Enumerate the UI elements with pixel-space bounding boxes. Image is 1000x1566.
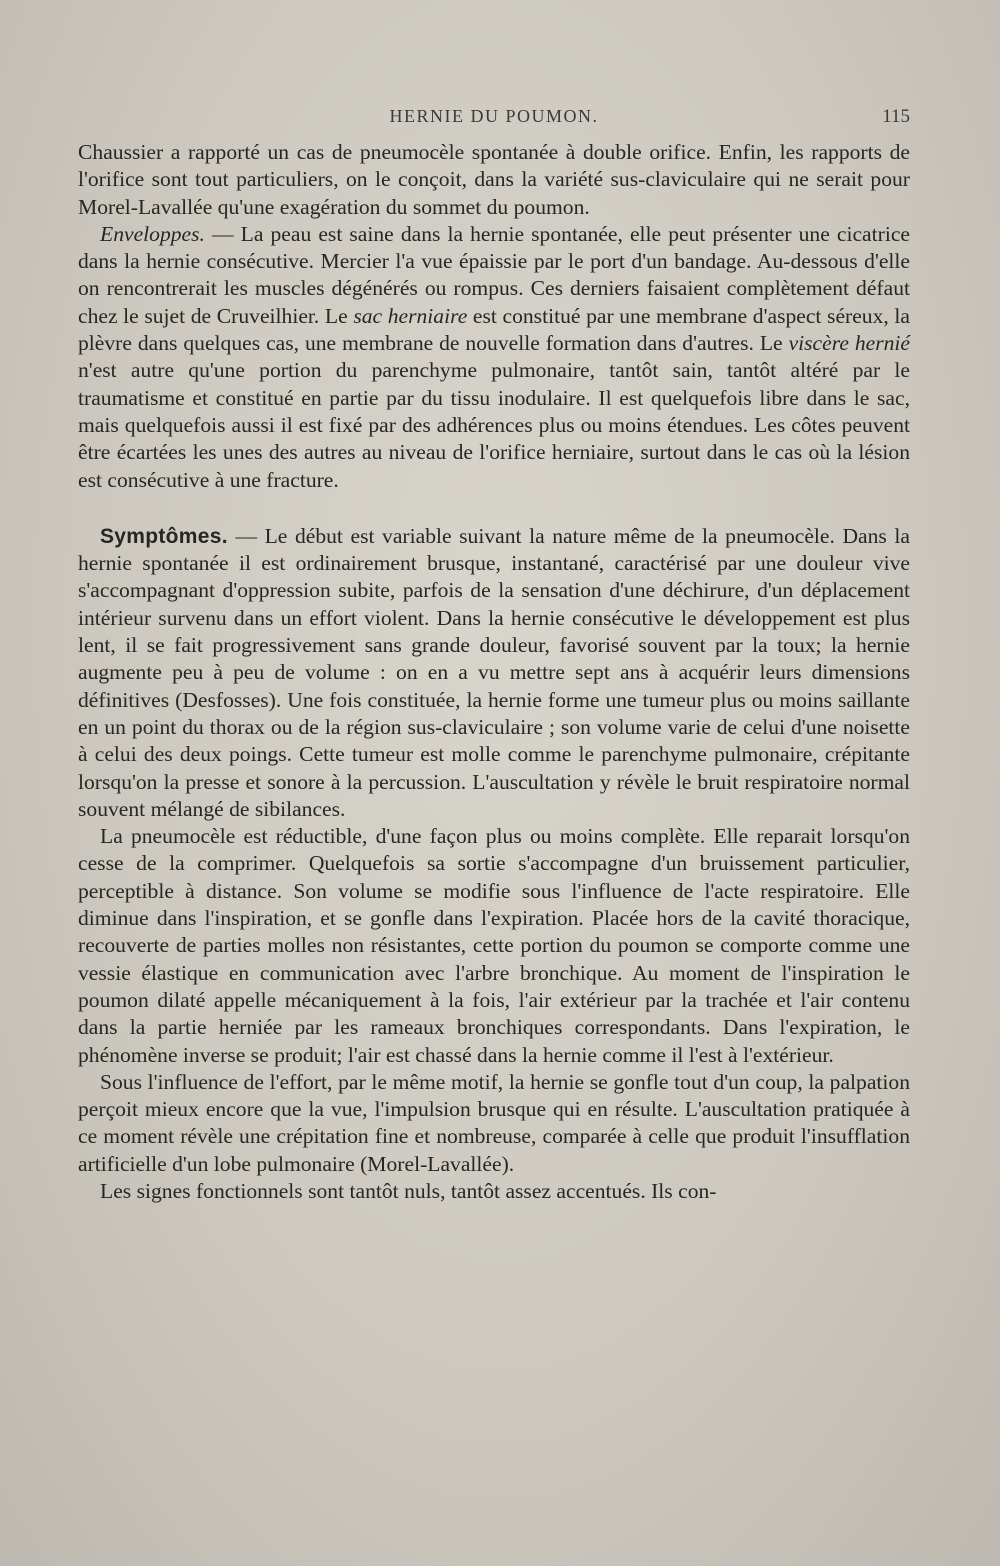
enveloppes-text-b: est constitué par une membrane d'aspect séreux, la plèvre dans quelques cas, une membrane de nouvelle formation dans d'autres. Le (78, 303, 911, 356)
paragraph-symptomes (78, 523, 910, 823)
sac-herniaire-term: sac herniaire (353, 303, 468, 328)
paragraph-signes-fonctionnels: Les signes fonctionnels sont tantôt nuls, tantôt assez accentués. Ils con- (100, 1178, 717, 1203)
symptomes-text: — Le début est variable suivant la nature même de la pneumocèle. Dans la hernie spontanée il est ordinairement brusque, instantané, caractérisé par une douleur vive s'accompagnant d'oppression subite, parfois de la sensation d'une déchirure, d'un déplacement intérieur survenu dans un effort violent. Dans la hernie consécutive le développement est plus lent, il se fait progressivement sans grande douleur, favorisé souvent par la toux; la hernie augmente peu à peu de volume : on en a vu mettre sept ans à acquérir leurs dimensions définitives (Desfosses). Une fois constituée, la hernie forme une tumeur plus ou moins saillante en un point du thorax ou de la région sus-claviculaire ; son volume varie de celui d'une noisette à celui des deux poings. Cette tumeur est molle comme le parenchyme pulmonaire, crépitante lorsqu'on la presse et sonore à la percussion. L'auscultation y révèle le bruit respiratoire normal souvent mélangé de sibilances. (78, 523, 910, 821)
body-text (78, 139, 910, 1205)
enveloppes-text-a: — La peau est saine dans la hernie spontanée, elle peut présenter une cicatrice dans la hernie consécutive. Mercier l'a vue épaissie par le port d'un bandage. Au-dessous d'elle on rencontrerait les muscles dégénérés ou rompus. Ces derniers faisaient complètement défaut chez le sujet de Cruveilhier. Le (78, 221, 910, 328)
paragraph-reductible: La pneumocèle est réductible, d'une façon plus ou moins complète. Elle reparait lorsqu'on cesse de la comprimer. Quelquefois sa sortie s'accompagne d'un bruissement particulier, perceptible à distance. Son volume se modifie sous l'influence de l'acte respiratoire. Elle diminue dans l'inspiration, et se gonfle dans l'expiration. Placée hors de la cavité thoracique, recouverte de parties molles non résistantes, cette portion du poumon se comporte comme une vessie élastique en communication avec l'arbre bronchique. Au moment de l'inspiration le poumon dilaté appelle mécaniquement à la fois, l'air extérieur par la trachée et l'air contenu dans la partie herniée par les rameaux bronchiques correspondants. Dans l'expiration, le phénomène inverse se produit; l'air est chassé dans la hernie comme il l'est à l'extérieur. (78, 824, 910, 1067)
page-header (78, 104, 910, 134)
running-head: HERNIE DU POUMON. (389, 106, 599, 126)
viscere-hernie-term: viscère hernié (788, 331, 910, 356)
paragraph-enveloppes (78, 221, 910, 494)
paragraph-effort: Sous l'influence de l'effort, par le même motif, la hernie se gonfle tout d'un coup, la palpation perçoit mieux encore que la vue, l'impulsion brusque qui en résulte. L'auscultation pratiquée à ce moment révèle une crépitation fine et nombreuse, comparée à celle que produit l'insufflation artificielle d'un lobe pulmonaire (Morel-Lavallée). (78, 1069, 910, 1176)
page-number: 115 (882, 106, 910, 127)
enveloppes-label: Enveloppes. (100, 221, 205, 246)
enveloppes-text-c: n'est autre qu'une portion du parenchyme pulmonaire, tantôt sain, tantôt altéré par le traumatisme et constitué en partie par du tissu inodulaire. Il est quelquefois libre dans le sac, mais quelquefois aussi il est fixé par des adhérences plus ou moins étendues. Les côtes peuvent être écartées les unes des autres au niveau de l'orifice herniaire, surtout dans le cas où la lésion est consécutive à une fracture. (78, 358, 910, 492)
symptomes-heading: Symptômes. (100, 524, 228, 548)
paragraph-continuation: Chaussier a rapporté un cas de pneumocèle spontanée à double orifice. Enfin, les rapports de l'orifice sont tout particuliers, on le conçoit, dans la variété sus-claviculaire qui ne serait pour Morel-Lavallée qu'une exagération du sommet du poumon. (78, 140, 910, 219)
